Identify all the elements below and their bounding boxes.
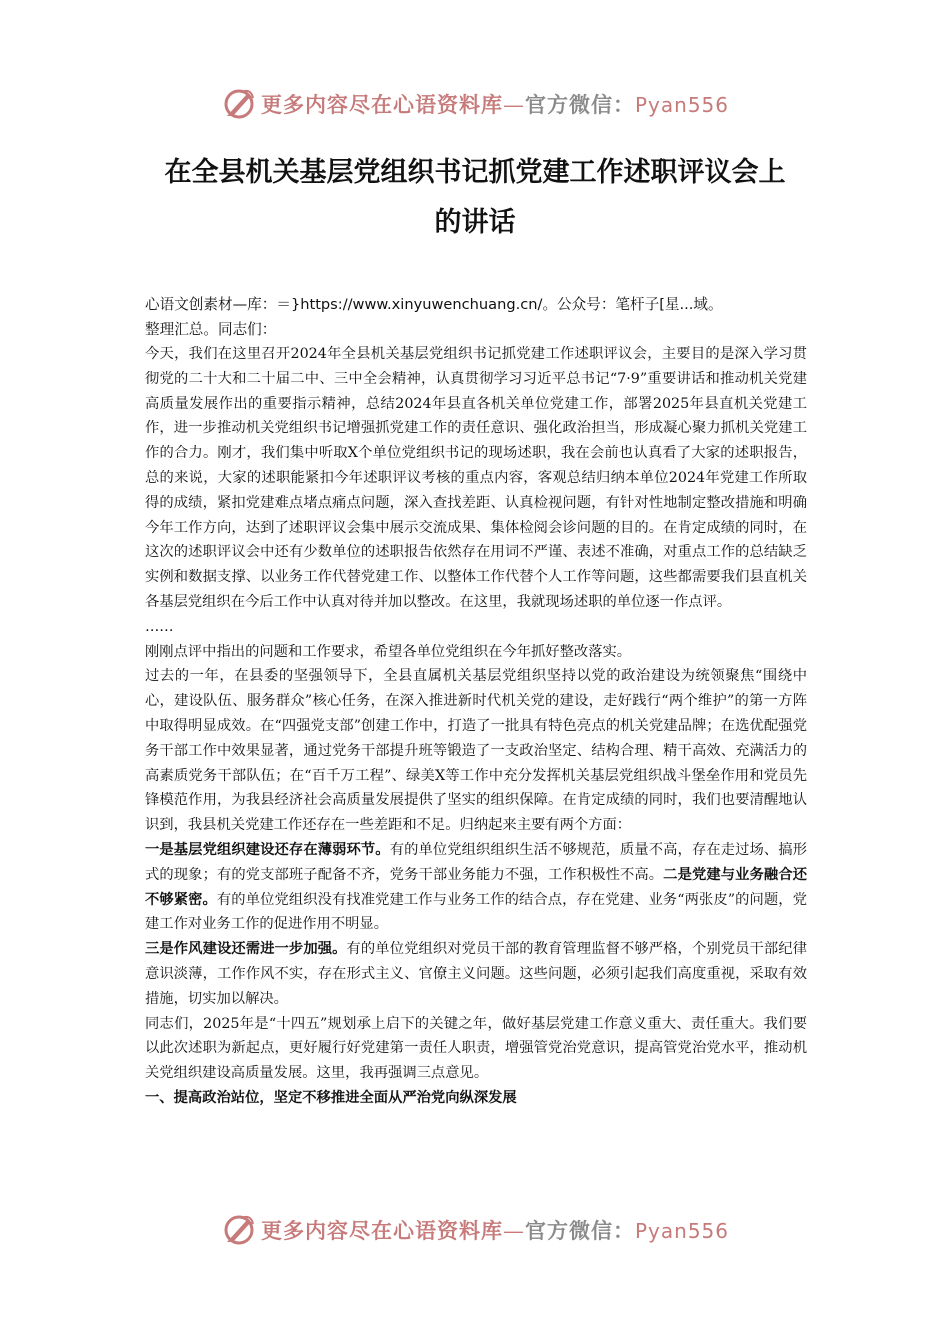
intro-line-2: 整理汇总。同志们： [145,321,277,338]
banner-wechat-label: 官方微信： [524,1218,635,1243]
footer-watermark-banner [0,1210,950,1250]
title-line-2: 的讲话 [434,207,516,238]
banner-wechat-label: 官方微信： [524,92,635,117]
banner-main-text: 更多内容尽在心语资料库 [260,92,503,117]
paragraph-3: 过去的一年，在县委的坚强领导下，全县直属机关基层党组织坚持以党的政治建设为统领聚焦“围绕中心，建设队伍、服务群众”核心任务，在深入推进新时代机关党的建设，走好践行“两个维护”的第一方阵中取得明显成效。在“四强党支部”创建工作中，打造了一批具有特色亮点的机关党建品牌；在选优配强党务干部工作中效果显著，通过党务干部提升班等锻造了一支政治坚定、结构合理、精干高效、充满活力的高素质党务干部队伍；在“百千万工程”、绿美X等工作中充分发挥机关基层党组织战斗堡垒作用和党员先锋模范作用，为我县经济社会高质量发展提供了坚实的组织保障。在肯定成绩的同时，我们也要清醒地认识到，我县机关党建工作还存在一些差距和不足。归纳起来主要有两个方面： [145,668,807,834]
point-3-text: 有的单位党组织对党员干部的教育管理监督不够严格，个别党员干部纪律意识淡薄，工作作风不实，存在形式主义、官僚主义问题。这些问题，必须引起我们高度重视，采取有效措施，切实加以解决。 [145,941,808,1007]
ellipsis: …… [145,618,174,635]
intro-line-1: 心语文创素材—库：＝}https://www.xinyuwenchuang.cn/。公众号：笔杆子[星...域。 [145,296,723,313]
point-2-text: 有的单位党组织没有找准党建工作与业务工作的结合点，存在党建、业务“两张皮”的问题，党建工作对业务工作的促进作用不明显。 [145,891,807,933]
banner-separator: — [502,1219,525,1243]
paragraph-5 [145,937,807,1011]
banner-separator: — [502,93,525,117]
header-watermark-banner [0,84,950,124]
banner-main-text: 更多内容尽在心语资料库 [260,1218,503,1243]
point-1-text: 有的单位党组织组织生活不够规范，质量不高，存在走过场、搞形式的现象；有的党支部班子配备不齐，党务干部业务能力不强，工作积极性不高。 [145,841,807,883]
paragraph-4 [145,838,807,937]
banner-text [261,1215,729,1245]
point-1-bold: 一是基层党组织建设还存在薄弱环节。 [145,841,390,858]
point-2-bold: 二是党建与业务融合还不够紧密。 [145,866,808,908]
paragraph-1: 今天，我们在这里召开2024年全县机关基层党组织书记抓党建工作述职评议会，主要目的是深入学习贯彻党的二十大和二十届二中、三中全会精神，认真贯彻学习习近平总书记“7·9”重要讲话和推动机关党建高质量发展作出的重要指示精神，总结2024年县直各机关单位党建工作，部署2025年县直机关党建工作，进一步推动机关党组织书记增强抓党建工作的责任意识、强化政治担当，形成凝心聚力抓机关党建工作的合力。刚才，我们集中听取X个单位党组织书记的现场述职，我在会前也认真看了大家的述职报告，总的来说，大家的述职能紧扣今年述职评议考核的重点内容，客观总结归纳本单位2024年党建工作所取得的成绩，紧扣党建难点堵点痛点问题，深入查找差距、认真检视问题，有针对性地制定整改措施和明确今年工作方向，达到了述职评议会集中展示交流成果、集体检阅会诊问题的目的。在肯定成绩的同时，在这次的述职评议会中还有少数单位的述职报告依然存在用词不严谨、表述不准确，对重点工作的总结缺乏实例和数据支撑、以业务工作代替党建工作、以整体工作代替个人工作等问题，这些都需要我们县直机关各基层党组织在今后工作中认真对待并加以整改。在这里，我就现场述职的单位逐一作点评。 [145,346,807,610]
point-3-bold: 三是作风建设还需进一步加强。 [145,941,347,958]
title-line-1: 在全县机关基层党组织书记抓党建工作述职评议会上 [164,157,786,188]
paragraph-6: 同志们，2025年是“十四五”规划承上启下的关键之年，做好基层党建工作意义重大、责任重大。我们要以此次述职为新起点，更好履行好党建第一责任人职责，增强管党治党意识，提高管党治党水平，推动机关党组织建设高质量发展。这里，我再强调三点意见。 [145,1015,807,1082]
pen-logo-icon [221,1212,257,1248]
document-title [120,148,830,248]
paragraph-2: 刚刚点评中指出的问题和工作要求，希望各单位党组织在今年抓好整改落实。 [145,643,632,660]
banner-text [261,89,729,119]
document-body [145,292,807,1111]
section-heading-1: 一、提高政治站位，坚定不移推进全面从严治党向纵深发展 [145,1089,517,1106]
pen-logo-icon [221,86,257,122]
banner-wechat-id: Pyan556 [634,93,729,117]
banner-wechat-id: Pyan556 [634,1219,729,1243]
